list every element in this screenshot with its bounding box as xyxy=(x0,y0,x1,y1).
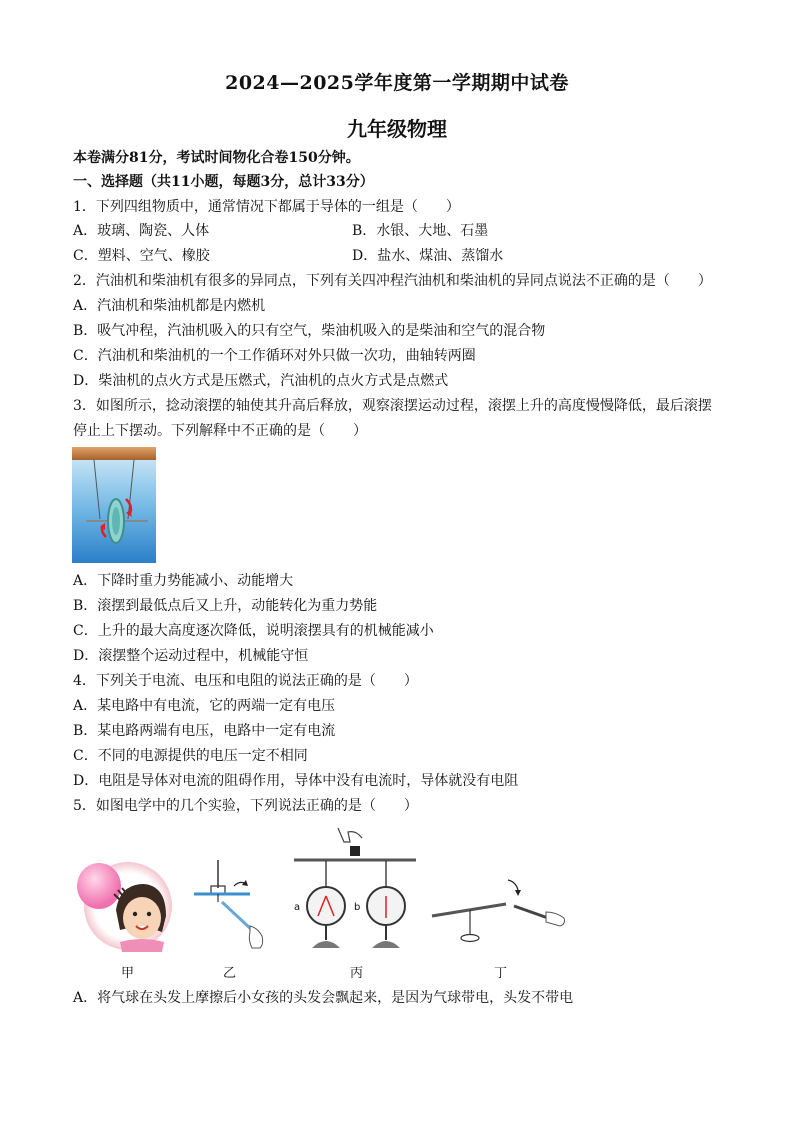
q4-option-c: C．不同的电源提供的电压一定不相同 xyxy=(73,748,308,764)
q1-option-a: A．玻璃、陶瓷、人体 xyxy=(73,223,210,239)
q3-stem-line2: 停止上下摆动。下列解释中不正确的是（ ） xyxy=(73,423,367,439)
pivoted-rod-figure xyxy=(430,876,570,948)
q3-option-b: B．滚摆到最低点后又上升，动能转化为重力势能 xyxy=(73,598,378,614)
electroscope-label-b: b xyxy=(354,902,361,913)
exam-info: 本卷满分81分，考试时间物化合卷150分钟。 xyxy=(73,150,360,166)
q3-option-a: A．下降时重力势能减小、动能增大 xyxy=(73,573,294,589)
q2-option-a: A．汽油机和柴油机都是内燃机 xyxy=(73,298,266,314)
q4-option-a: A．某电路中有电流，它的两端一定有电压 xyxy=(73,698,336,714)
q4-option-b: B．某电路两端有电压，电路中一定有电流 xyxy=(73,723,336,739)
q2-option-d: D．柴油机的点火方式是压燃式，汽油机的点火方式是点燃式 xyxy=(73,373,449,389)
q2-option-b: B．吸气冲程，汽油机吸入的只有空气，柴油机吸入的是柴油和空气的混合物 xyxy=(73,323,546,339)
q2-option-c: C．汽油机和柴油机的一个工作循环对外只做一次功，曲轴转两圈 xyxy=(73,348,476,364)
q1-option-c: C．塑料、空气、橡胶 xyxy=(73,248,210,264)
q5-stem: 5．如图电学中的几个实验，下列说法正确的是（ ） xyxy=(73,798,418,814)
rotating-rod-figure xyxy=(188,858,280,950)
q4-option-d: D．电阻是导体对电流的阻碍作用，导体中没有电流时，导体就没有电阻 xyxy=(73,773,519,789)
q2-stem: 2．汽油机和柴油机有很多的异同点，下列有关四冲程汽油机和柴油机的异同点说法不正确的是（ ） xyxy=(73,273,712,289)
girl-balloon-figure xyxy=(76,860,176,952)
figure-caption-jia: 甲 xyxy=(121,966,135,981)
figure-caption-bing: 丙 xyxy=(350,966,364,981)
q5-option-a: A．将气球在头发上摩擦后小女孩的头发会飘起来，是因为气球带电，头发不带电 xyxy=(73,990,574,1006)
q4-stem: 4．下列关于电流、电压和电阻的说法正确的是（ ） xyxy=(73,673,418,689)
q1-stem: 1．下列四组物质中，通常情况下都属于导体的一组是（ ） xyxy=(73,199,460,215)
q3-option-c: C．上升的最大高度逐次降低，说明滚摆具有的机械能减小 xyxy=(73,623,434,639)
figure-caption-yi: 乙 xyxy=(223,966,237,981)
electroscopes-figure xyxy=(290,824,422,956)
electroscope-label-a: a xyxy=(294,902,301,913)
q3-stem-line1: 3．如图所示，捻动滚摆的轴使其升高后释放，观察滚摆运动过程，滚摆上升的高度慢慢降低，最后滚摆 xyxy=(73,398,712,414)
figure-caption-ding: 丁 xyxy=(494,966,508,981)
q3-option-d: D．滚摆整个运动过程中，机械能守恒 xyxy=(73,648,309,664)
exam-title: 2024—2025学年度第一学期期中试卷 xyxy=(225,72,569,94)
q1-option-d: D．盐水、煤油、蒸馏水 xyxy=(352,248,504,264)
exam-subject: 九年级物理 xyxy=(347,117,447,141)
section-heading: 一、选择题（共11小题，每题3分，总计33分） xyxy=(73,174,374,190)
q1-option-b: B．水银、大地、石墨 xyxy=(352,223,489,239)
yo-yo-pendulum-figure xyxy=(72,447,156,563)
